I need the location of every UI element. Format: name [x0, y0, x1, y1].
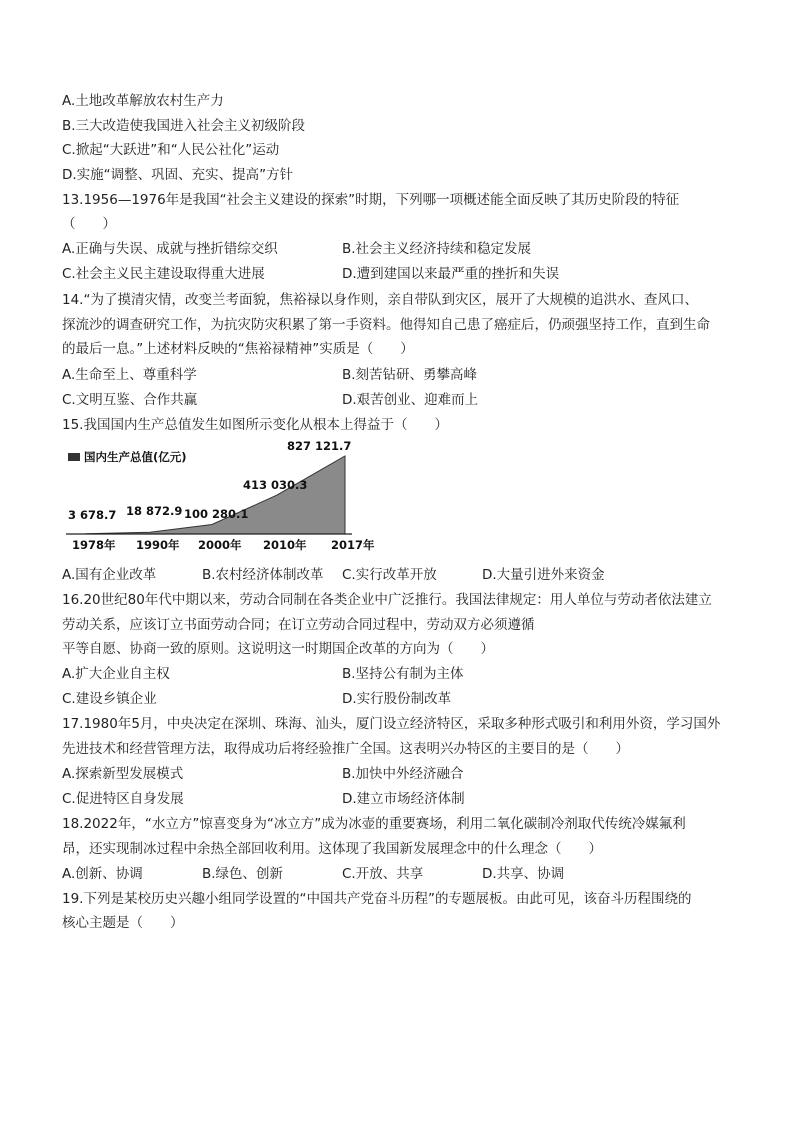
- q14-stem: 的最后一息。”上述材料反映的“焦裕禄精神”实质是（ ）: [62, 341, 414, 357]
- data-label: 100 280.1: [184, 507, 249, 521]
- q16-option-c: C.建设乡镇企业: [62, 691, 157, 707]
- q15-option-b: B.农村经济体制改革: [202, 567, 324, 583]
- q14-option-b: B.刻苦钻研、勇攀高峰: [342, 367, 478, 383]
- q18-option-d: D.共享、协调: [482, 866, 565, 882]
- q14-option-a: A.生命至上、尊重科学: [62, 367, 197, 383]
- q17-stem: 先进技术和经营管理方法，取得成功后将经验推广全国。这表明兴办特区的主要目的是（ ）: [62, 741, 629, 757]
- q18-option-a: A.创新、协调: [62, 866, 143, 882]
- q13-option-a: A.正确与失误、成就与挫折错综交织: [62, 241, 278, 257]
- q12-option-b: B.三大改造使我国进入社会主义初级阶段: [62, 118, 306, 134]
- q12-option-c: C.掀起“大跃进”和“人民公社化”运动: [62, 142, 280, 158]
- x-tick-label: 1990年: [136, 538, 180, 552]
- q16-option-a: A.扩大企业自主权: [62, 666, 170, 682]
- data-label: 827 121.7: [287, 439, 352, 453]
- q13-option-c: C.社会主义民主建设取得重大进展: [62, 266, 265, 282]
- q12-option-a: A.土地改革解放农村生产力: [62, 93, 224, 109]
- q19-stem: 核心主题是（ ）: [62, 915, 184, 931]
- q16-stem: 平等自愿、协商一致的原则。这说明这一时期国企改革的方向为（ ）: [62, 641, 494, 657]
- q16-stem: 劳动关系，应该订立书面劳动合同；在订立劳动合同过程中，劳动双方必须遵循: [62, 617, 535, 633]
- gdp-area: [86, 456, 345, 534]
- data-label: 3 678.7: [68, 508, 117, 522]
- q12-option-d: D.实施“调整、巩固、充实、提高”方针: [62, 167, 294, 183]
- q15-stem: 15.我国国内生产总值发生如图所示变化从根本上得益于（ ）: [62, 417, 448, 433]
- x-tick-label: 2000年: [198, 538, 242, 552]
- chart-title-marker: [68, 453, 80, 461]
- q15-option-a: A.国有企业改革: [62, 567, 157, 583]
- q13-option-b: B.社会主义经济持续和稳定发展: [342, 241, 532, 257]
- q17-option-b: B.加快中外经济融合: [342, 766, 464, 782]
- gdp-area-chart: [62, 439, 375, 558]
- q17-option-a: A.探索新型发展模式: [62, 766, 184, 782]
- q13-stem: 13.1956—1976年是我国“社会主义建设的探索”时期，下列哪一项概述能全面反映了其历史阶段的特征: [62, 192, 680, 208]
- x-tick-label: 2017年: [331, 538, 375, 552]
- q13-option-d: D.遭到建国以来最严重的挫折和失误: [342, 266, 560, 282]
- x-tick-label: 1978年: [72, 538, 116, 552]
- q14-option-c: C.文明互鉴、合作共赢: [62, 392, 198, 408]
- q14-stem: 探流沙的调查研究工作，为抗灾防灾积累了第一手资料。他得知自己患了癌症后，仍顽强坚持工作，直到生命: [62, 317, 710, 333]
- q16-option-d: D.实行股份制改革: [342, 691, 452, 707]
- data-label: 18 872.9: [126, 504, 183, 518]
- q18-option-c: C.开放、共享: [342, 866, 424, 882]
- q13-stem-blank: （ ）: [62, 216, 116, 232]
- data-label: 413 030.3: [243, 478, 308, 493]
- chart-title: 国内生产总值(亿元): [84, 450, 187, 464]
- q18-option-b: B.绿色、创新: [202, 866, 284, 882]
- q14-stem: 14.“为了摸清灾情，改变兰考面貌，焦裕禄以身作则，亲自带队到灾区，展开了大规模的追洪水、查风口、: [62, 292, 698, 308]
- q18-stem: 昂，还实现制冰过程中余热全部回收利用。这体现了我国新发展理念中的什么理念（ ）: [62, 841, 602, 857]
- q18-stem: 18.2022年，“水立方”惊喜变身为“冰立方”成为冰壶的重要赛场，利用二氧化碳制冷剂取代传统冷媒氟利: [62, 816, 686, 832]
- q17-stem: 17.1980年5月，中央决定在深圳、珠海、汕头，厦门设立经济特区，采取多种形式吸引和利用外资，学习国外: [62, 716, 721, 732]
- q16-stem: 16.20世纪80年代中期以来，劳动合同制在各类企业中广泛推行。我国法律规定：用人单位与劳动者依法建立: [62, 592, 712, 608]
- q14-option-d: D.艰苦创业、迎难而上: [342, 392, 479, 408]
- q15-option-c: C.实行改革开放: [342, 567, 437, 583]
- q19-stem: 19.下列是某校历史兴趣小组同学设置的“中国共产党奋斗历程”的专题展板。由此可见，该奋斗历程围绕的: [62, 891, 692, 907]
- q15-option-d: D.大量引进外来资金: [482, 567, 605, 583]
- q16-option-b: B.坚持公有制为主体: [342, 666, 464, 682]
- q17-option-c: C.促进特区自身发展: [62, 791, 184, 807]
- q17-option-d: D.建立市场经济体制: [342, 791, 465, 807]
- x-tick-label: 2010年: [263, 538, 307, 552]
